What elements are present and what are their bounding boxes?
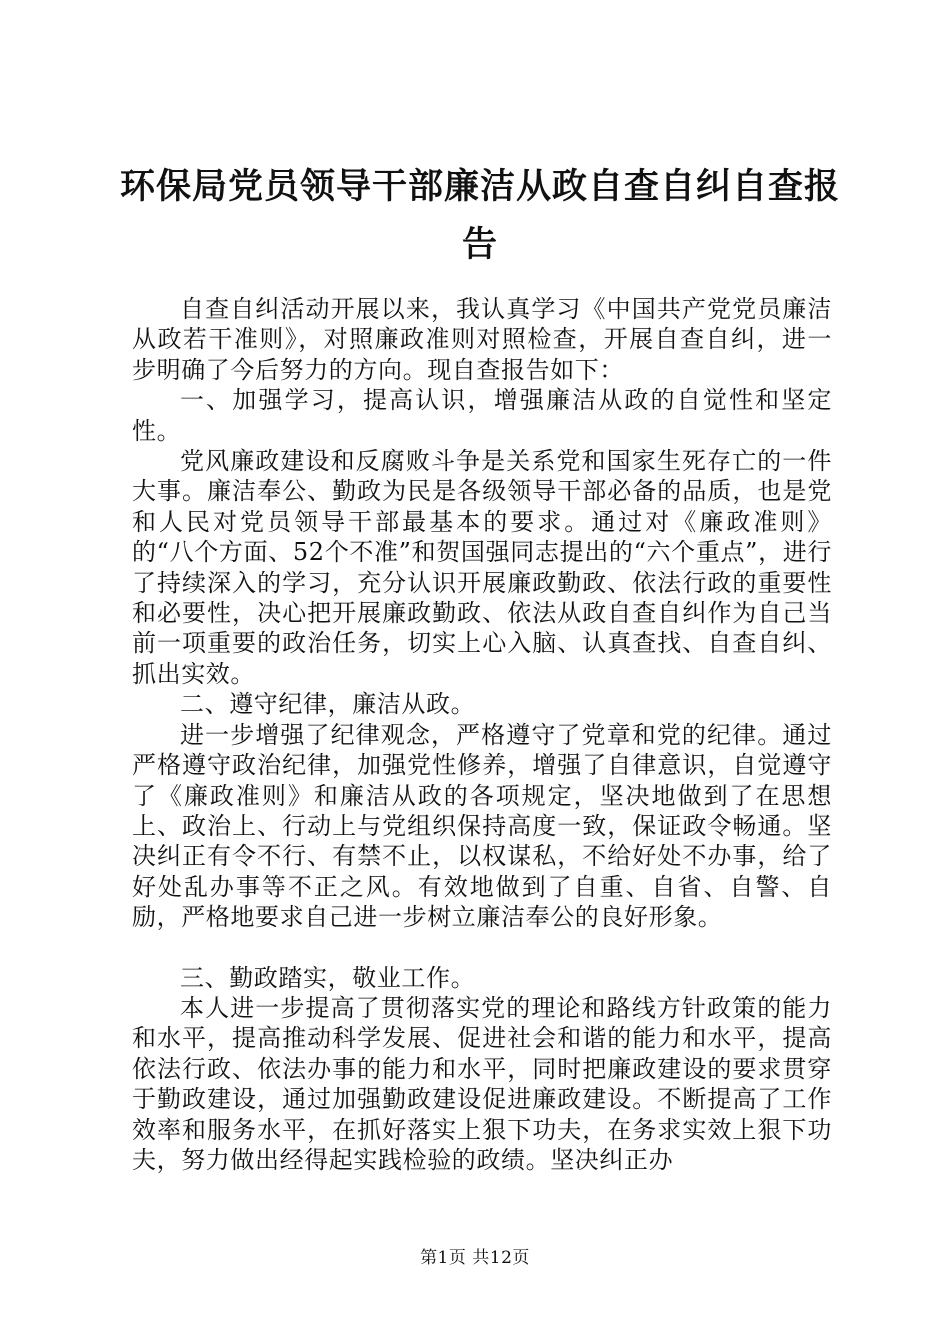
section-heading-2: 二、遵守纪律，廉洁从政。 xyxy=(180,690,476,719)
section-heading-3: 三、勤政踏实，敬业工作。 xyxy=(180,963,476,992)
paragraph-section-3: 本人进一步提高了贯彻落实党的理论和路线方针政策的能力和水平，提高推动科学发展、促进社会和谐的能力和水平，提高依法行政、依法办事的能力和水平，同时把廉政建设的要求贯穿于勤政建设，通过加强勤政建设促进廉政建设。不断提高了工作效率和服务水平，在抓好落实上狠下功夫，在务求实效上狠下功夫，努力做出经得起实践检验的政绩。坚决纠正办 xyxy=(132,993,832,1174)
section-heading-1: 一、加强学习，提高认识，增强廉洁从政的自觉性和坚定性。 xyxy=(132,386,832,445)
paragraph-section-1: 党风廉政建设和反腐败斗争是关系党和国家生死存亡的一件大事。廉洁奉公、勤政为民是各级领导干部必备的品质，也是党和人民对党员领导干部最基本的要求。通过对《廉政准则》的“八个方面、52个不准”和贺国强同志提出的“六个重点”，进行了持续深入的学习，充分认识开展廉政勤政、依法行政的重要性和必要性，决心把开展廉政勤政、依法从政自查自纠作为自己当前一项重要的政治任务，切实上心入脑、认真查找、自查自纠、抓出实效。 xyxy=(132,447,832,688)
document-title: 环保局党员领导干部廉洁从政自查自纠自查报告 xyxy=(120,167,841,265)
page-footer: 第1页 共12页 xyxy=(420,1248,530,1268)
document-body xyxy=(132,294,832,1175)
paragraph-intro: 自查自纠活动开展以来，我认真学习《中国共产党党员廉洁从政若干准则》，对照廉政准则对照检查，开展自查自纠，进一步明确了今后努力的方向。现自查报告如下： xyxy=(132,295,832,384)
paragraph-section-2: 进一步增强了纪律观念，严格遵守了党章和党的纪律。通过严格遵守政治纪律，加强党性修养，增强了自律意识，自觉遵守了《廉政准则》和廉洁从政的各项规定，坚决地做到了在思想上、政治上、行动上与党组织保持高度一致，保证政令畅通。坚决纠正有令不行、有禁不止，以权谋私，不给好处不办事，给了好处乱办事等不正之风。有效地做到了自重、自省、自警、自励，严格地要求自己进一步树立廉洁奉公的良好形象。 xyxy=(132,720,832,932)
